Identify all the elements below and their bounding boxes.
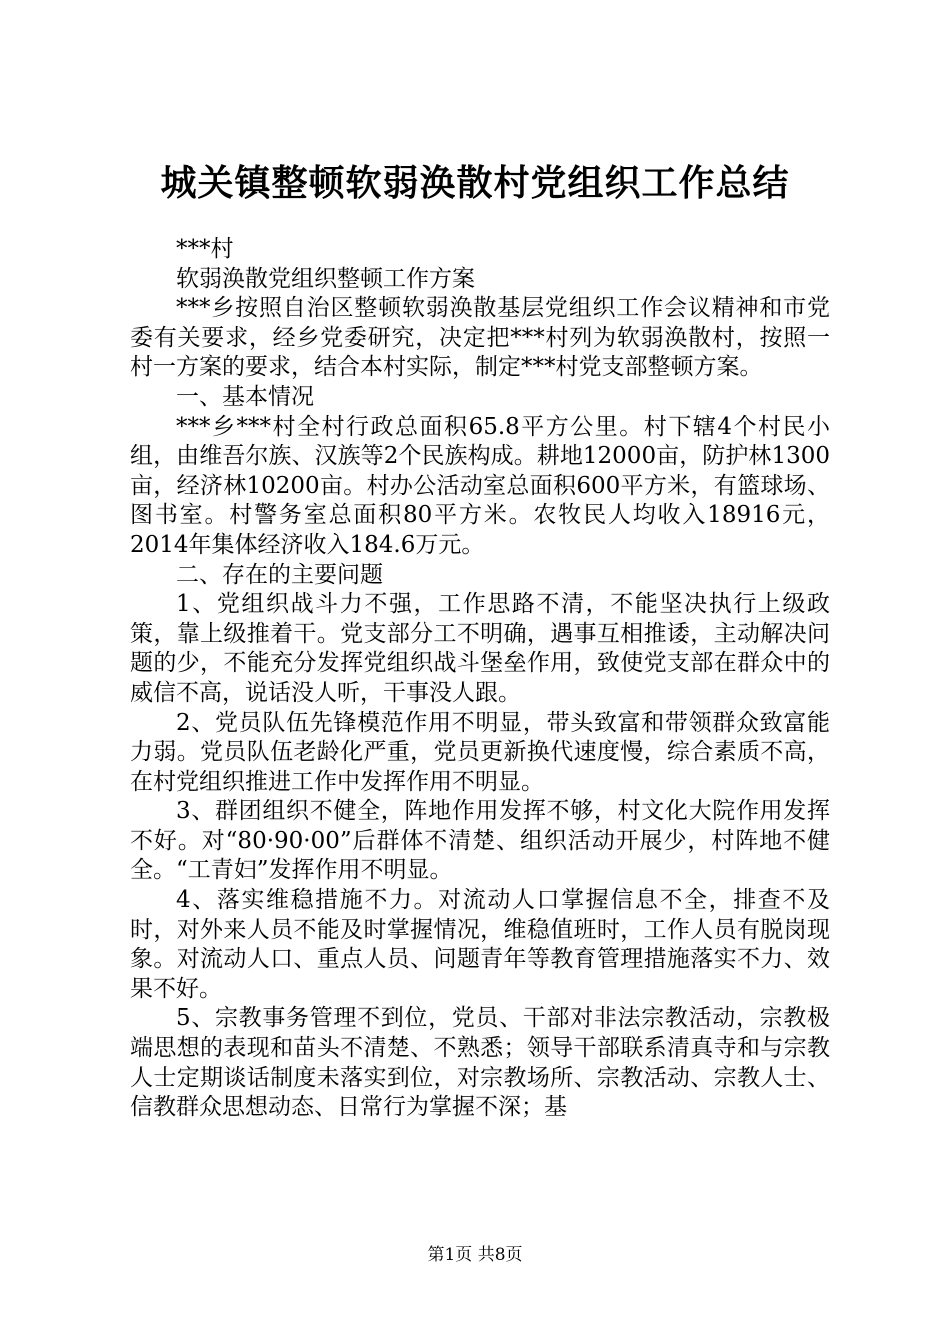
document-title: 城关镇整顿软弱涣散村党组织工作总结 — [160, 162, 790, 204]
paragraph: 软弱涣散党组织整顿工作方案 — [176, 265, 475, 292]
paragraph: ***村 — [176, 236, 234, 262]
paragraph: 5、宗教事务管理不到位，党员、干部对非法宗教活动，宗教极端思想的表现和苗头不清楚、不熟悉；领导干部联系清真寺和与宗教人士定期谈话制度未落实到位，对宗教场所、宗教活动、宗教人士、信教群众思想动态、日常行为掌握不深；基 — [130, 1005, 830, 1121]
section-heading: 一、基本情况 — [176, 383, 314, 410]
paragraph: ***乡按照自治区整顿软弱涣散基层党组织工作会议精神和市党委有关要求，经乡党委研究，决定把***村列为软弱涣散村，按照一村一方案的要求，结合本村实际，制定***村党支部整顿方案。 — [130, 295, 830, 381]
paragraph: 4、落实维稳措施不力。对流动人口掌握信息不全，排查不及时，对外来人员不能及时掌握情况，维稳值班时，工作人员有脱岗现象。对流动人口、重点人员、问题青年等教育管理措施落实不力、效果不好。 — [130, 887, 830, 1002]
document-body — [130, 235, 830, 1123]
paragraph: 1、党组织战斗力不强，工作思路不清，不能坚决执行上级政策，靠上级推着干。党支部分工不明确，遇事互相推诿，主动解决问题的少，不能充分发挥党组织战斗堡垒作用，致使党支部在群众中的威信不高，说话没人听，干事没人跟。 — [130, 591, 830, 706]
section-heading: 二、存在的主要问题 — [176, 561, 383, 588]
paragraph: ***乡***村全村行政总面积65.8平方公里。村下辖4个村民小组，由维吾尔族、汉族等2个民族构成。耕地12000亩，防护林1300亩，经济林10200亩。村办公活动室总面积600平方米，有篮球场、图书室。村警务室总面积80平方米。农牧民人均收入18916元，2014年集体经济收入184.6万元。 — [130, 413, 830, 558]
paragraph: 3、群团组织不健全，阵地作用发挥不够，村文化大院作用发挥不好。对“80·90·00”后群体不清楚、组织活动开展少，村阵地不健全。“工青妇”发挥作用不明显。 — [130, 798, 830, 884]
paragraph: 2、党员队伍先锋模范作用不明显，带头致富和带领群众致富能力弱。党员队伍老龄化严重，党员更新换代速度慢，综合素质不高，在村党组织推进工作中发挥作用不明显。 — [130, 709, 830, 795]
page-number-footer: 第1页 共8页 — [427, 1245, 523, 1265]
